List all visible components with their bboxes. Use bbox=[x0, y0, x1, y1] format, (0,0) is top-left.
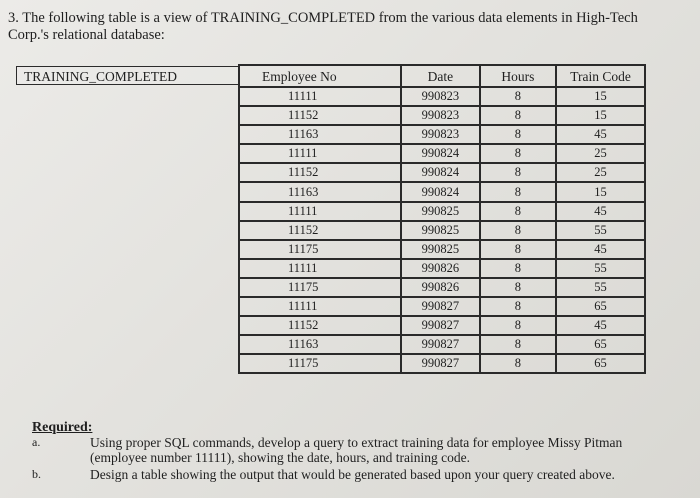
table-row bbox=[239, 125, 645, 144]
item-text: Design a table showing the output that would be generated based upon your query created above. bbox=[90, 467, 615, 482]
cell-date: 990824 bbox=[401, 182, 480, 201]
cell-train-code: 45 bbox=[556, 202, 645, 221]
cell-train-code: 45 bbox=[556, 316, 645, 335]
cell-employee-no: 11152 bbox=[239, 106, 401, 125]
cell-date: 990823 bbox=[401, 125, 480, 144]
cell-employee-no: 11163 bbox=[239, 125, 401, 144]
cell-employee-no: 11175 bbox=[239, 354, 401, 373]
cell-date: 990827 bbox=[401, 316, 480, 335]
header-hours: Hours bbox=[480, 65, 556, 87]
table-row bbox=[239, 297, 645, 316]
cell-employee-no: 11175 bbox=[239, 278, 401, 297]
cell-train-code: 65 bbox=[556, 335, 645, 354]
cell-date: 990824 bbox=[401, 144, 480, 163]
item-text: Using proper SQL commands, develop a query to extract training data for employee Missy Pitman (employee number 11111), showing the date, hours, and training code. bbox=[90, 435, 623, 465]
cell-hours: 8 bbox=[480, 335, 556, 354]
cell-hours: 8 bbox=[480, 240, 556, 259]
cell-date: 990825 bbox=[401, 240, 480, 259]
cell-hours: 8 bbox=[480, 163, 556, 182]
cell-train-code: 55 bbox=[556, 221, 645, 240]
cell-employee-no: 11111 bbox=[239, 87, 401, 106]
table-row bbox=[239, 87, 645, 106]
item-letter: b. bbox=[32, 467, 41, 481]
item-letter: a. bbox=[32, 435, 41, 449]
cell-train-code: 65 bbox=[556, 354, 645, 373]
cell-train-code: 15 bbox=[556, 106, 645, 125]
table-row bbox=[239, 259, 645, 278]
cell-date: 990824 bbox=[401, 163, 480, 182]
table-row bbox=[239, 182, 645, 201]
training-completed-table bbox=[238, 64, 646, 374]
cell-date: 990825 bbox=[401, 202, 480, 221]
cell-train-code: 55 bbox=[556, 259, 645, 278]
cell-date: 990823 bbox=[401, 106, 480, 125]
table-row bbox=[239, 354, 645, 373]
cell-hours: 8 bbox=[480, 202, 556, 221]
table-name-label: TRAINING_COMPLETED bbox=[16, 66, 238, 85]
cell-train-code: 45 bbox=[556, 240, 645, 259]
cell-hours: 8 bbox=[480, 259, 556, 278]
cell-train-code: 25 bbox=[556, 163, 645, 182]
cell-employee-no: 11152 bbox=[239, 221, 401, 240]
cell-train-code: 25 bbox=[556, 144, 645, 163]
table-row bbox=[239, 240, 645, 259]
table-row bbox=[239, 335, 645, 354]
cell-date: 990827 bbox=[401, 297, 480, 316]
header-date: Date bbox=[401, 65, 480, 87]
cell-employee-no: 11152 bbox=[239, 316, 401, 335]
table-header-row bbox=[239, 65, 645, 87]
cell-employee-no: 11163 bbox=[239, 335, 401, 354]
cell-employee-no: 11111 bbox=[239, 202, 401, 221]
cell-hours: 8 bbox=[480, 297, 556, 316]
header-employee-no: Employee No bbox=[239, 65, 401, 87]
question-text: 3. The following table is a view of TRAINING_COMPLETED from the various data elements in High-Tech Corp.'s relational database: bbox=[8, 10, 638, 43]
cell-employee-no: 11111 bbox=[239, 297, 401, 316]
table-row bbox=[239, 106, 645, 125]
cell-employee-no: 11163 bbox=[239, 182, 401, 201]
cell-train-code: 15 bbox=[556, 182, 645, 201]
cell-hours: 8 bbox=[480, 144, 556, 163]
required-heading: Required: bbox=[32, 420, 93, 435]
table-row bbox=[239, 202, 645, 221]
required-item-b bbox=[32, 467, 672, 482]
cell-hours: 8 bbox=[480, 106, 556, 125]
cell-hours: 8 bbox=[480, 125, 556, 144]
cell-employee-no: 11152 bbox=[239, 163, 401, 182]
cell-employee-no: 11111 bbox=[239, 144, 401, 163]
cell-train-code: 55 bbox=[556, 278, 645, 297]
cell-train-code: 15 bbox=[556, 87, 645, 106]
cell-employee-no: 11175 bbox=[239, 240, 401, 259]
header-train-code: Train Code bbox=[556, 65, 645, 87]
cell-train-code: 65 bbox=[556, 297, 645, 316]
cell-hours: 8 bbox=[480, 182, 556, 201]
table-row bbox=[239, 278, 645, 297]
cell-hours: 8 bbox=[480, 221, 556, 240]
table-row bbox=[239, 221, 645, 240]
cell-hours: 8 bbox=[480, 316, 556, 335]
table-row bbox=[239, 163, 645, 182]
cell-hours: 8 bbox=[480, 354, 556, 373]
cell-date: 990823 bbox=[401, 87, 480, 106]
cell-date: 990826 bbox=[401, 259, 480, 278]
cell-date: 990826 bbox=[401, 278, 480, 297]
cell-date: 990827 bbox=[401, 354, 480, 373]
cell-date: 990827 bbox=[401, 335, 480, 354]
cell-hours: 8 bbox=[480, 278, 556, 297]
table-row bbox=[239, 144, 645, 163]
required-item-a bbox=[32, 435, 672, 465]
table-row bbox=[239, 316, 645, 335]
cell-date: 990825 bbox=[401, 221, 480, 240]
cell-hours: 8 bbox=[480, 87, 556, 106]
cell-train-code: 45 bbox=[556, 125, 645, 144]
cell-employee-no: 11111 bbox=[239, 259, 401, 278]
